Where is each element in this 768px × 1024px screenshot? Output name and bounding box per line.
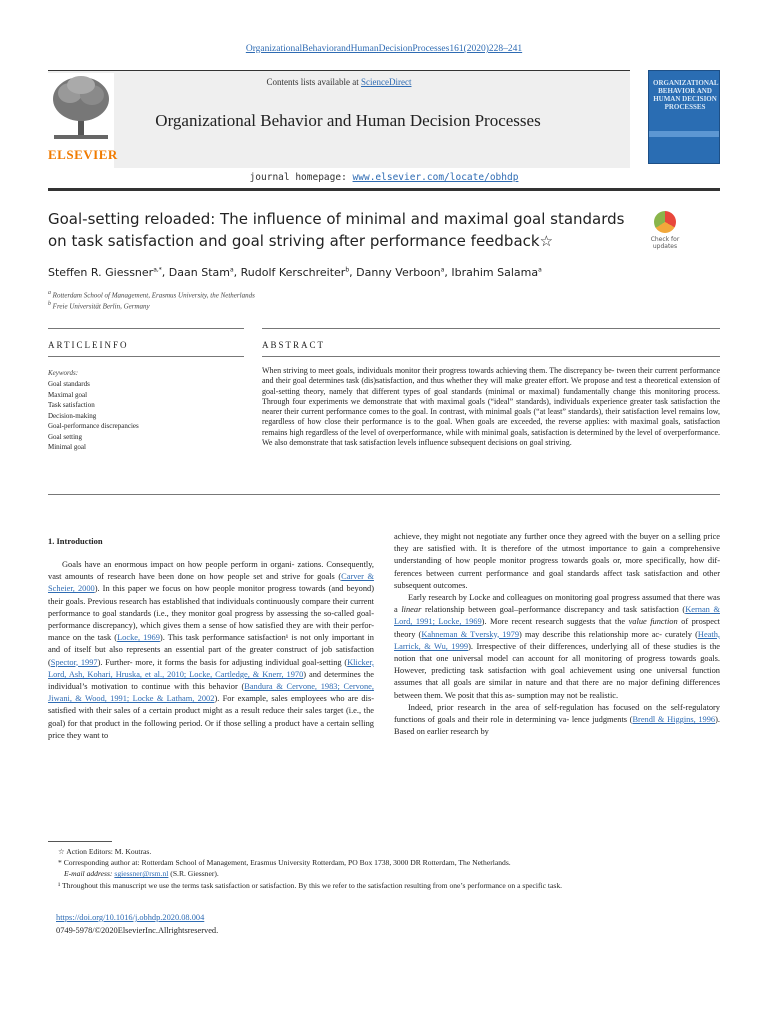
author[interactable]: Rudolf Kerschreiter$^b$ xyxy=(240,266,350,279)
keywords-label: Keywords: xyxy=(48,369,79,377)
elsevier-logo xyxy=(48,73,118,169)
affiliation: $^a$ Rotterdam School of Management, Erasmus University, the Netherlands xyxy=(48,290,255,300)
keyword: Goal setting xyxy=(48,432,83,441)
author[interactable]: Ibrahim Salama$^a$ xyxy=(451,266,542,279)
author-list: Steffen R. Giessner$^{a,*}$, Daan Stam$^a$, Rudolf Kerschreiter$^b$, Danny Verboon$^a$, Ibrahim Salama$^a$ xyxy=(48,266,542,279)
paragraph: Early research by Locke and colleagues on monitoring goal progress assumed that there was a linear relationship between goal–performance discrepancy and task satisfaction (Kernan & Lord, 1991; Locke, 1969). More recent research suggests that the value function of prospect theory (Kahneman & Tversky, 1979) may describe this relationship more ac- curately (Heath, Larrick, & Wu, 1999). Irrespective of their differences, underlying all of these studies is the notion that one universal model can account for all monitoring of progress towards goals. However, predicting task satisfaction with goal achievement using one universal function assumes that all goals are similar in nature and that there are no major defining differences between them. We posit that this as- sumption may not be realistic. xyxy=(394,593,720,700)
abstract-bottom-rule xyxy=(48,494,720,495)
author[interactable]: Daan Stam$^a$ xyxy=(168,266,234,279)
citation-link[interactable]: Spector, 1997 xyxy=(50,657,98,667)
crossmark-icon xyxy=(654,211,676,233)
contents-line xyxy=(48,77,630,87)
elsevier-wordmark: ELSEVIER xyxy=(48,147,118,162)
citation-link[interactable]: Klicker, Lord, Ash, Kohari, Hruska, et al., 2010; Locke, Cartledge, & Knerr, 1970 xyxy=(48,657,374,679)
affiliation: $^b$ Freie Universität Berlin, Germany xyxy=(48,301,150,311)
keyword: Decision-making xyxy=(48,411,97,420)
footnote-rule xyxy=(48,841,112,842)
abstract-heading: ABSTRACT xyxy=(262,340,326,350)
body-column-right xyxy=(394,531,720,738)
footnote: ¹ Throughout this manuscript we use the terms task satisfaction or satisfaction. By this we refer to the satisfaction resulting from one’s performance on a specific task. xyxy=(58,880,563,890)
footnote: ☆ Action Editors: M. Koutras. xyxy=(58,847,152,856)
journal-title: Organizational Behavior and Human Decision Processes xyxy=(155,111,541,130)
keyword: Goal-performance discrepancies xyxy=(48,422,139,430)
abstract-rule-2 xyxy=(262,356,720,357)
citation-link[interactable]: Heath, Larrick, & Wu, 1999 xyxy=(394,629,720,651)
copyright-line: 0749-5978/©2020ElsevierInc.Allrightsreserved. xyxy=(56,926,219,935)
paragraph: Indeed, prior research in the area of self-regulation has focused on the self-regulatory functions of goals and their role in determining va- lence judgments (Brendl & Higgins, 1996). Based on earlier research by xyxy=(394,702,720,737)
crossmark-badge[interactable] xyxy=(648,211,682,259)
body-column-left: Goals have an enormous impact on how people perform in organi- zations. Consequently, vast amounts of research have been done on how people set and strive for goals (Carver & Scheier, 2000). In this paper we focus on how people monitor progress towards (and beyond) their goals. Previous research has established that individuals continuously compare their current performance to goal standards (i.e., they monitor goal progress by assessing the so-called goal-performance discrepancy), which gives them a sense of how satisfied they are with their perfor- mance on the task (Locke, 1969). This task performance satisfaction¹ is not only important in and of itself but also represents an essential part of the greater construct of job satisfaction (Spector, 1997). Further- more, it forms the basis for adjusting individual goal-setting (Klicker, Lord, Ash, Kohari, Hruska, et al., 2010; Locke, Cartledge, & Knerr, 1970) and determines the individual’s motivation to continue with this behavior (Bandura & Cervone, 1983; Cervone, Jiwani, & Wood, 1991; Locke & Latham, 2002). For example, sales employees who are dis- satisfied with their sales of a certain product might as a result reduce their sales target (i.e., the goal) for that product in the following period. Or if those selling a product have a certain selling price they want to xyxy=(48,560,374,740)
homepage-prefix: journal homepage: xyxy=(249,172,347,183)
footnote-email: E-mail address: sgiessner@rsm.nl (S.R. Giessner). xyxy=(64,869,219,879)
paragraph: achieve, they might not negotiate any further once they agreed with the buyer on a selling price they are satisfied with. It is therefore of the utmost importance to gain a comprehensive understanding of how people monitor progress towards goals or, more specifically, how dif- ferences between current performance and goal standards affect task satisfaction and other subsequent outcomes. xyxy=(394,532,720,590)
journal-banner xyxy=(48,70,630,168)
article-title-text: Goal-setting reloaded: The influence of minimal and maximal goal standards on task satisfaction and goal striving after performance feedback xyxy=(48,210,625,250)
article-info-rule-2 xyxy=(48,356,244,357)
citation-link[interactable]: Carver & Scheier, 2000 xyxy=(48,572,374,594)
keyword: Task satisfaction xyxy=(48,401,95,409)
keyword: Maximal goal xyxy=(48,390,88,399)
article-info-rule xyxy=(48,328,244,329)
keyword: Goal standards xyxy=(48,380,90,388)
title-footnote-mark: ☆ xyxy=(539,232,554,250)
citation-link[interactable]: Locke, 1969 xyxy=(117,633,160,643)
citation-link[interactable]: Kahneman & Tversky, 1979 xyxy=(421,629,520,639)
citation-link[interactable]: Bandura & Cervone, 1983; Cervone, Jiwani, & Wood, 1991; Locke & Latham, 2002 xyxy=(48,682,374,704)
abstract-text: When striving to meet goals, individuals monitor their progress towards achieving them. The discrepancy be- tween their current performance and their goal determines task (dis)satisfaction, and thus whether they will make greater effort. We propose and test a theoretical extension of goal-setting theory, namely that different types of goal standards (minimal or maximal) fundamentally change this monitoring process. Through four experiments we demonstrate that with maximal goals (“ideal” standards), individuals experience greater task satisfaction the nearer their current performance comes to the goal. In contrast, with minimal goals (“at least” standards), their satisfaction level remains low, regardless of how close their performance is to the goal. When goals are exceeded, the reverse applies: with maximal goals, satisfaction remains high regardless of the level of overperformance, while with minimal goals, satisfaction is determined by the level of overperformance. We also demonstrate that task satisfaction levels influence subsequent decisions on goal striving. xyxy=(262,366,720,448)
cover-title: ORGANIZATIONAL BEHAVIOR AND HUMAN DECISION PROCESSES xyxy=(653,79,719,111)
article-title xyxy=(48,208,638,252)
citation-link-wrap xyxy=(0,44,768,54)
cover-band xyxy=(649,131,719,137)
section-heading: 1. Introduction xyxy=(48,536,103,546)
footnote: * Corresponding author at: Rotterdam School of Management, Erasmus University Rotterdam, PO Box 1738, 3000 DR Rotterdam, The Netherlands. xyxy=(58,858,511,868)
doi-link[interactable]: https://doi.org/10.1016/j.obhdp.2020.08.004 xyxy=(56,913,205,922)
journal-cover[interactable] xyxy=(648,70,720,164)
article-info-heading: ARTICLEINFO xyxy=(48,340,129,350)
journal-homepage xyxy=(0,172,768,183)
citation-link[interactable]: Brendl & Higgins, 1996 xyxy=(632,715,716,725)
keyword: Minimal goal xyxy=(48,443,86,451)
author[interactable]: Steffen R. Giessner$^{a,*}$ xyxy=(48,266,162,279)
citation-link[interactable]: OrganizationalBehaviorandHumanDecisionProcesses161(2020)228–241 xyxy=(245,44,523,54)
sciencedirect-link[interactable]: ScienceDirect xyxy=(361,77,412,87)
keywords-list xyxy=(48,379,139,453)
crossmark-label: Check for updates xyxy=(650,236,680,250)
contents-prefix: Contents lists available at xyxy=(266,77,359,87)
citation-link[interactable]: Kernan & Lord, 1991; Locke, 1969 xyxy=(394,605,720,627)
footnotes xyxy=(48,846,720,891)
abstract-rule xyxy=(262,328,720,329)
author[interactable]: Danny Verboon$^a$ xyxy=(356,266,445,279)
header-divider xyxy=(48,188,720,191)
homepage-link[interactable]: www.elsevier.com/locate/obhdp xyxy=(352,172,519,183)
email-link[interactable]: sgiessner@rsm.nl xyxy=(114,869,169,879)
